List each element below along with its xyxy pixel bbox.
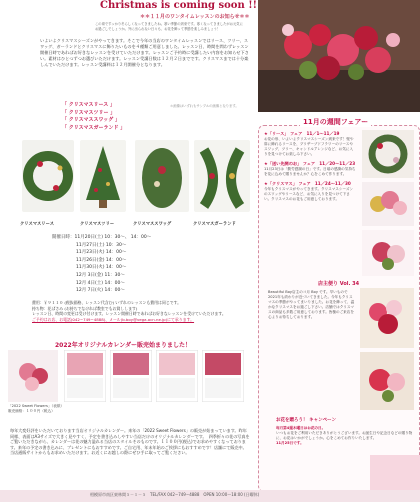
fair-item-body: 11月23日は「勤労感謝の日」です。日頃の感謝の気持ちを花に込めて贈りませんか？心をこめて作ります。	[264, 167, 356, 176]
swag-photo	[135, 140, 189, 212]
schedule-date: 11月20日(土) 10：30～、 14：00～	[74, 235, 152, 240]
calendar-captions	[8, 404, 64, 414]
schedule-date: 12月 7日(火) 14：00～	[76, 288, 125, 294]
calendar-cover-caption: 「2022 Sweet Flowers」（表紙）	[8, 404, 65, 408]
footer-address: 相模原市南区東林間５－１－５ TEL/FAX 042−749−4888 OPEN 10:00～18:00 (日曜休)	[90, 492, 260, 497]
campaign-title: お花を贈ろう！ キャンペーン	[276, 418, 336, 423]
schedule-details	[32, 300, 257, 322]
swag-caption: クリスマススワッグ	[133, 222, 172, 227]
lesson-subtitle: ＊＊１１月のワンタイムレッスンのお知らせ＊＊	[140, 14, 250, 20]
tree-caption: クリスマスツリー	[80, 222, 115, 227]
campaign-body	[276, 426, 416, 446]
calendar-description: 毎年大変好評をいただいております当店オリジナルカレンダー。来年の「2022 Sweet Flowers」の販売が始まっています。昨年同様、表面はA3サイズで大きく見やすく、予定を書き込みしやすい当店だけのオリジナルカレンダーです。 四季折々の花の写真をご覧いただきながら、カレンダーは花の魅力溢れる当店のスタイルそのものです。１１００円(税込)でお求めやすくなっております。来年の予定の書き込みに、プレゼントにもおすすめです。ご自宅用、年末年始のご挨拶にもおすすめです！店舗にて販売中。当店通販サイトからもお求めいただけます。お近くにお越しの際にぜひ手に取ってご覧ください。	[10, 428, 250, 455]
shop-photo-1	[360, 288, 414, 348]
calendar-cover-photo	[8, 350, 58, 402]
reservation-text: ご予約はお店、お電話(042−749−4888)、メール(b.boy@vega.ocn.ne.jp)にて承ります。	[32, 316, 195, 322]
schedule-row	[52, 234, 252, 242]
shop-photo-2	[360, 352, 414, 410]
calendar-price: 販売価格：１００円（税込）	[8, 409, 55, 413]
fair-item-heading: ★「クリスマス」 フェア 11／24～11／30	[264, 181, 351, 186]
schedule-date: 11月30日(火) 14：00～	[76, 265, 127, 271]
wreath-caption: クリスマスリース	[20, 222, 54, 227]
fair-list	[264, 131, 356, 202]
lesson-item: 「 クリスマスガーランド 」	[62, 124, 126, 131]
garland-photo	[194, 140, 250, 212]
fair-photo-1	[362, 130, 414, 178]
rose-arrangement-photo	[258, 0, 420, 112]
lesson-item: 「 クリスマススワッグ 」	[62, 117, 121, 124]
calendar-title: 2022年オリジナルカレンダー販売始まりました！	[55, 342, 192, 349]
weekly-fair-title: 11月の週間フェアー	[300, 117, 371, 127]
shop-column-text: Beautiful Boy店主のコ月 Boy です。早いもので2021年も終わりが近づいてきました。今年もクリスマスの季節がやってまいりました。お花を飾って、温かなクリスマスをお過ごし下さい。店舗ではクリスマスの商品も多数ご用意しております。皆様のご来店を心よりお待ちしております。	[268, 290, 355, 319]
fair-item-body: 今年もクリスマスがやってきます。クリスマスシーズンのスワッグやリースなど、お気に入りを見つけて下さい。クリスマスのお花もご用意しております。	[264, 187, 354, 201]
fair-item-heading: ★「リース」 フェア 11／1～11／19	[264, 131, 340, 136]
schedule-date: 12月 4日(土) 14：00～	[76, 280, 125, 286]
campaign-date: 11月25日です。	[276, 441, 304, 445]
lesson-item: 「 クリスマスリース 」	[62, 102, 116, 108]
schedule-date: 11月27日(土) 10：30～	[76, 242, 127, 248]
change-note: レッスン日、時間の変更は受け付けます。レッスン開催日時であればお好きなレッスンを受けていただけます。	[32, 311, 226, 317]
fee-text: 費用：￥９１１０ (税抜価格、レッスン代含む) いずれのレッスンも費用は同じです。	[32, 300, 182, 305]
campaign-subhead: 毎月第4週木曜日はお花の日。	[276, 426, 326, 430]
sample-note: ＊画像はいずれもサンプルの画像となります。	[170, 104, 239, 108]
campaign-text: いつもお花をご利用いただきありがとうございます。お誕生日や記念日などの贈り物に、お花はいかがでしょうか。心をこめてお作りいたします。	[276, 431, 413, 440]
calendar-page-4	[202, 350, 244, 402]
fair-photo-2	[362, 182, 414, 226]
fair-photo-3	[362, 230, 414, 276]
wreath-photo	[22, 140, 74, 212]
shop-column-title: 店主便り Vol. 34	[318, 281, 360, 287]
intro-text: この頃ですっかり冬らしくなってきましたね。寒い季節の到来です。寒くなってきましたがお元気にお過ごしでしょうか。外に出られない日々も、お花を飾って季節を楽しみましょう！	[95, 22, 243, 31]
fair-item-heading: ★「送い先開のお」 フェア 11／20～11／23	[264, 161, 356, 166]
calendar-page-1	[64, 350, 106, 402]
schedule-block	[52, 234, 252, 295]
bring-text: 持ち物：花ばさみ (お持ちでなければ教室でもお貸しします)	[32, 305, 138, 311]
lesson-description: いよいよクリスマスシーズンがやってきます。そこで今年の当店のワンタイムレッスンではリース、ツリー、スワッグ、ガーランドとクリスマスに飾りたいものを４種類ご用意しました。レッスン日、時間を問わずレッスン開催日時であればお好きなレッスンを受けていただけます。レッスンご予約時に受講したい内容をお知らせ下さい。素材はひとつずつお選びいただけます。レッスン受講日数は１２月２日までです。クリスマスまでは十分楽しんでいただけます。レッスン受講料は１２月開催分となります。	[40, 38, 249, 67]
tree-photo	[80, 140, 126, 212]
schedule-label: 開催日時：	[52, 235, 75, 240]
garland-caption: クリスマスガーランド	[193, 222, 236, 227]
page-title: Christmas is coming soon !!	[100, 0, 258, 11]
lesson-list	[62, 102, 125, 132]
fair-item-body: お花の形、いよいよクリスマスシーズン到来です！壁や扉に飾れるリースを、プリザーブドフラワーのリースやスワッグ、ツリー、キャンドルアレンジなど、お気に入りを見つけてお楽しみ下さい。	[264, 137, 354, 156]
calendar-page-3	[156, 350, 198, 402]
calendar-page-2	[110, 350, 152, 402]
schedule-date: 12月 3日(金) 11：30～	[76, 272, 125, 278]
schedule-date: 11月23日(火) 14：00～	[76, 250, 127, 256]
lesson-item: 「 クリスマスツリー 」	[62, 109, 116, 116]
schedule-date: 11月26日(金) 14：00～	[76, 257, 127, 263]
